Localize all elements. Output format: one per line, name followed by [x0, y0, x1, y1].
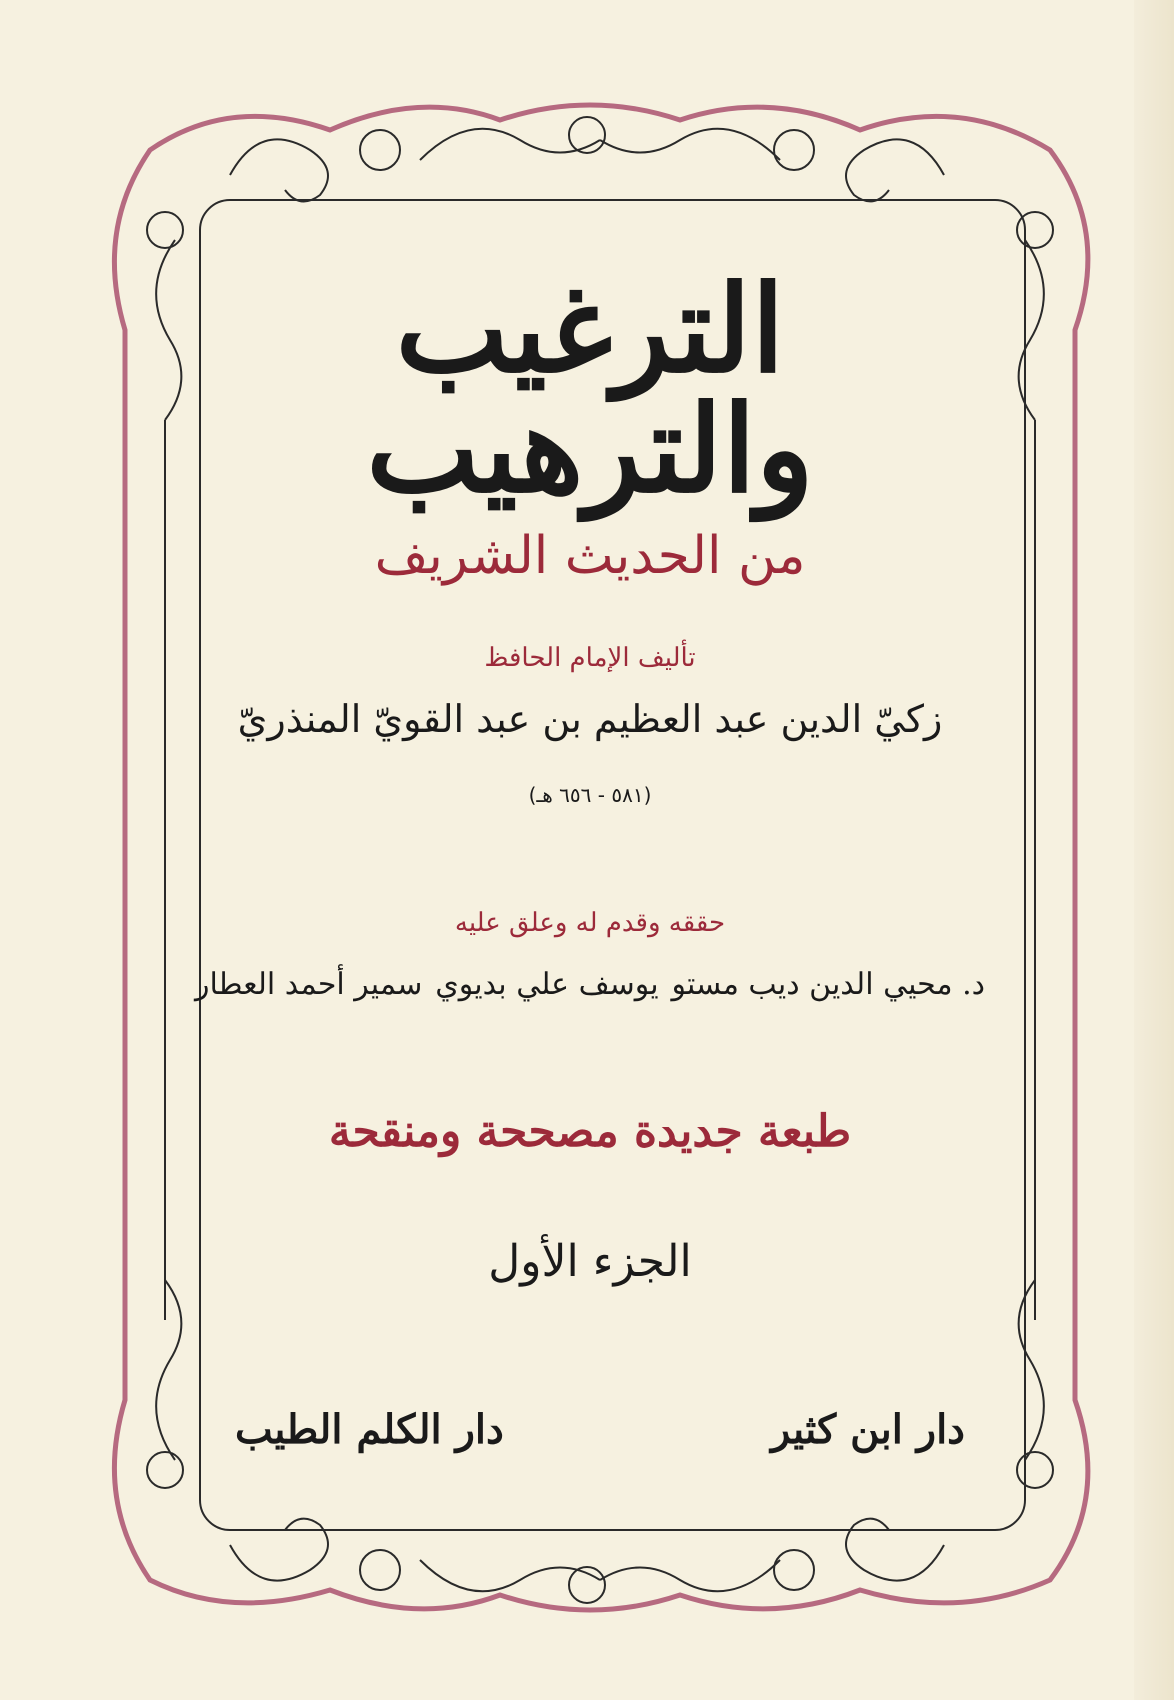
author-dates: (٥٨١ - ٦٥٦ هـ) — [528, 783, 652, 807]
editor-name: سمير أحمد العطار — [195, 967, 423, 1002]
edition-statement: طبعة جديدة مصححة ومنقحة — [328, 1106, 852, 1157]
publishers — [235, 1406, 965, 1453]
book-title: الترغيب والترهيب — [366, 259, 814, 520]
author-label: تأليف الإمام الحافظ — [484, 643, 696, 673]
publisher-name: دار الكلم الطيب — [235, 1406, 504, 1453]
editors-label: حققه وقدم له وعلق عليه — [454, 908, 726, 938]
book-subtitle: من الحديث الشريف — [374, 526, 806, 586]
editor-name: د. محيي الدين ديب مستو — [671, 967, 985, 1002]
editors-list — [195, 967, 985, 1002]
volume-label: الجزء الأول — [488, 1236, 692, 1287]
editor-name: يوسف علي بديوي — [435, 967, 659, 1002]
author-name: زكيّ الدين عبد العظيم بن عبد القويّ المنذريّ — [237, 697, 943, 741]
publisher-name: دار ابن كثير — [770, 1406, 965, 1453]
top-ornament — [230, 117, 944, 201]
